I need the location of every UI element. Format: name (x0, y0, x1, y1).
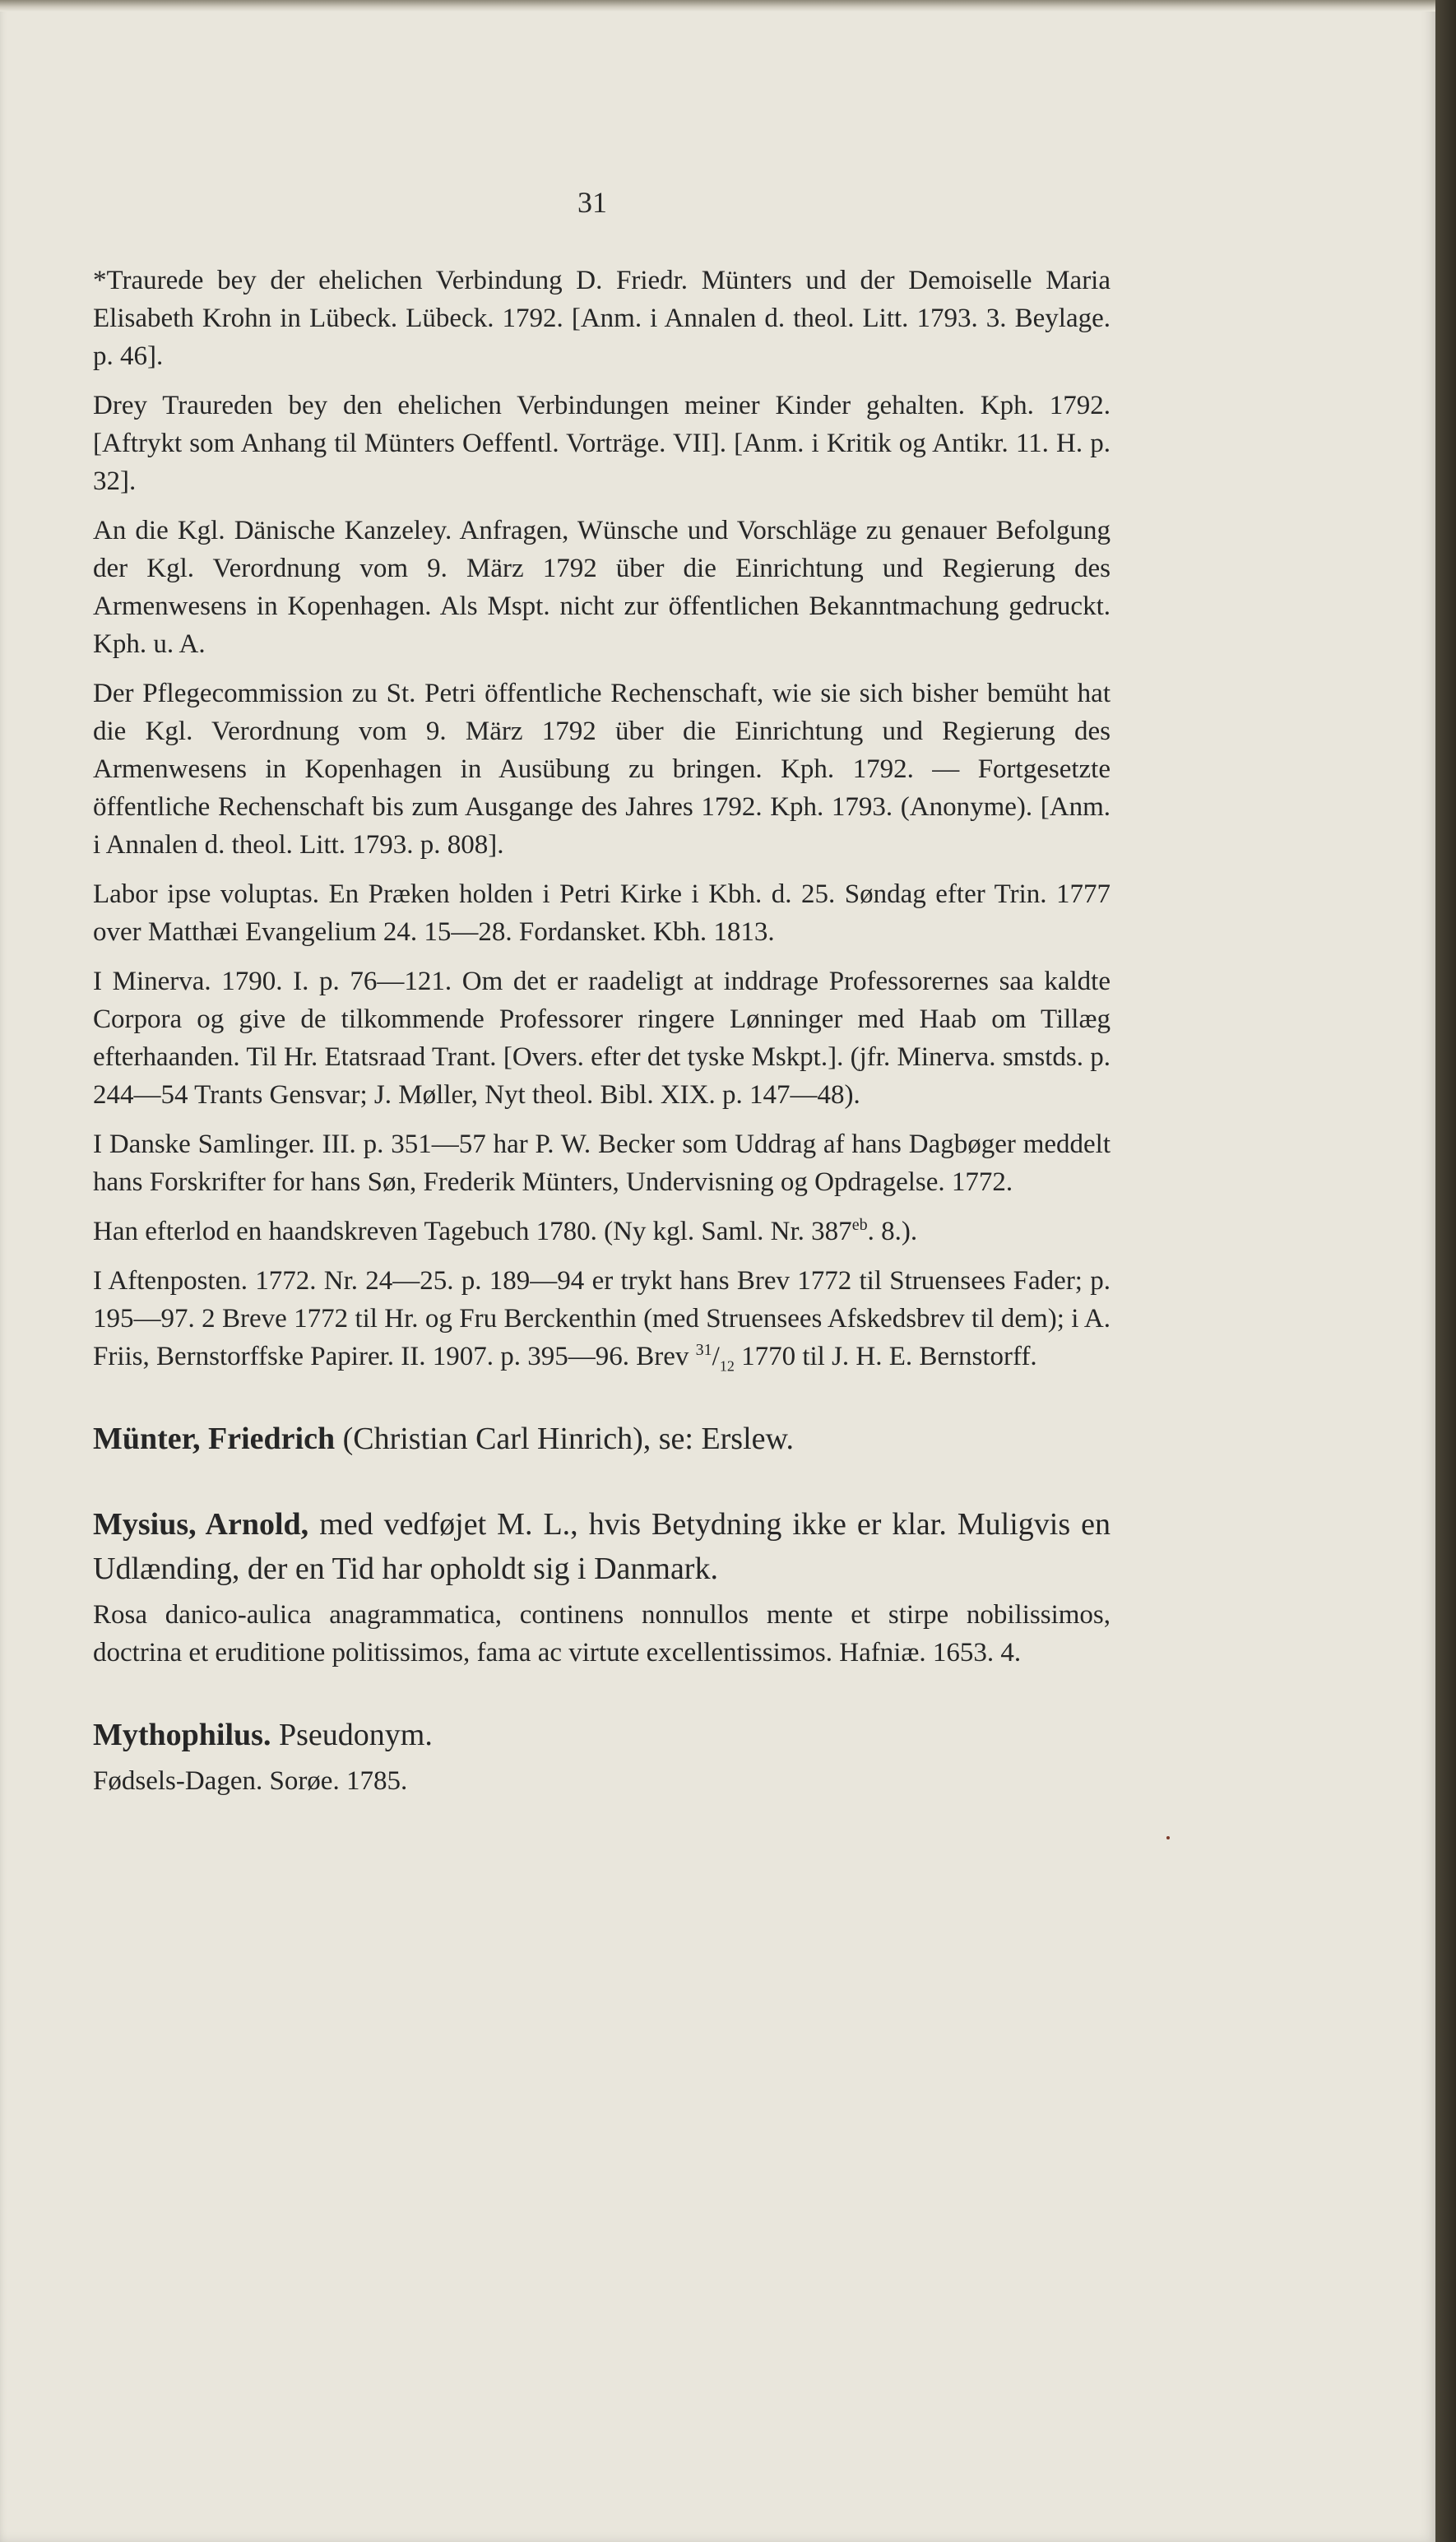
paragraph-rosa-danico: Rosa danico-aulica anagrammatica, continens nonnullos mente et stirpe nobilissimos, doctrina et eruditione politissimos, fama ac virtute excellentissimos. Hafniæ. 1653. 4. (93, 1600, 1111, 1668)
tagebuch-text: Han efterlod en haandskreven Tagebuch 1780. (Ny kgl. Saml. Nr. 387 (93, 1217, 852, 1246)
paragraph-tagebuch (93, 1213, 1111, 1250)
page-number: 31 (577, 186, 607, 219)
munter-works-list (93, 262, 1111, 1375)
paragraph-pflegecommission: Der Pflegecommission zu St. Petri öffentliche Rechenschaft, wie sie sich bisher bemüht hat die Kgl. Verordnung vom 9. März 1792 über die Einrichtung und Regierung des Armenwesens in Kopenhagen in Ausübung zu bringen. Kph. 1792. — Fortgesetzte öffentliche Rechenschaft bis zum Ausgange des Jahres 1792. Kph. 1793. (Anonyme). [Anm. i Annalen d. theol. Litt. 1793. p. 808]. (93, 679, 1111, 860)
book-edge-shadow (1435, 0, 1456, 2542)
entry-heading-munter-friedrich (93, 1417, 1111, 1461)
paragraph-minerva: I Minerva. 1790. I. p. 76—121. Om det er raadeligt at inddrage Professorernes saa kaldte Corpora og give de tilkommende Professorer ringere Lønninger med Haab om Tillæg efterhaanden. Til Hr. Etatsraad Trant. [Overs. efter det tyske Mskpt.]. (jfr. Minerva. smstds. p. 244—54 Trants Gensvar; J. Møller, Nyt theol. Bibl. XIX. p. 147—48). (93, 967, 1111, 1110)
aftenposten-after: 1770 til J. H. E. Bernstorff. (734, 1342, 1037, 1371)
mysius-works (93, 1596, 1111, 1672)
fraction-denominator: 12 (719, 1357, 735, 1375)
paragraph-kanzeley: An die Kgl. Dänische Kanzeley. Anfragen, Wünsche und Vorschläge zu genauer Befolgung der Kgl. Verordnung vom 9. März 1792 über die Einrichtung und Regierung des Armenwesens in Kopenhagen. Als Mspt. nicht zur öffentlichen Bekanntmachung gedruckt. Kph. u. A. (93, 516, 1111, 659)
entry-heading-mysius (93, 1502, 1111, 1591)
page-top-edge (0, 0, 1435, 12)
fraction-numerator: 31 (695, 1341, 712, 1359)
entry-name-rest: Pseudonym. (271, 1718, 433, 1752)
paragraph-danske-samlinger: I Danske Samlinger. III. p. 351—57 har P. W. Becker som Uddrag af hans Dagbøger meddelt hans Forskrifter for hans Søn, Frederik Münters, Undervisning og Opdragelse. 1772. (93, 1130, 1111, 1197)
paragraph-aftenposten: I Aftenposten. 1772. Nr. 24—25. p. 189—94 er trykt hans Brev 1772 til Struensees Fader; p. 195—97. 2 Breve 1772 til Hr. og Fru Berckenthin (med Struensees Afskedsbrev til dem); i A. Friis, Bernstorffske Papirer. II. 1907. p. 395—96. Brev $^{31}/_{12}$ 1770 til J. H. E. Bernstorff. (93, 1266, 1111, 1375)
entry-name: Mythophilus. (93, 1718, 271, 1752)
paragraph-traurede: *Traurede bey der ehelichen Verbindung D. Friedr. Münters und der Demoiselle Maria Elisabeth Krohn in Lübeck. Lübeck. 1792. [Anm. i Annalen d. theol. Litt. 1793. 3. Beylage. p. 46]. (93, 266, 1111, 371)
mythophilus-works (93, 1762, 1111, 1800)
entry-name: Münter, Friedrich (93, 1422, 336, 1456)
paragraph-labor-ipse: Labor ipse voluptas. En Præken holden i Petri Kirke i Kbh. d. 25. Søndag efter Trin. 1777 over Matthæi Evangelium 24. 15—28. Fordansket. Kbh. 1813. (93, 879, 1111, 947)
aftenposten-before: I Aftenposten. 1772. Nr. 24—25. p. 189—94 er trykt hans Brev 1772 til Struensees Fader; p. 195—97. 2 Breve 1772 til Hr. og Fru Berckenthin (med Struensees Afskedsbrev til dem); i A. Friis, Bernstorffske Papirer. II. 1907. p. 395—96. Brev (93, 1266, 1111, 1371)
entry-name: Mysius, Arnold, (93, 1507, 309, 1542)
paragraph-drey-traureden: Drey Traureden bey den ehelichen Verbindungen meiner Kinder gehalten. Kph. 1792. [Aftrykt som Anhang til Münters Oeffentl. Vorträge. VII]. [Anm. i Kritik og Antikr. 11. H. p. 32]. (93, 391, 1111, 496)
page-body (93, 262, 1111, 1811)
tagebuch-superscript: eb (851, 1216, 868, 1234)
entry-name-rest: (Christian Carl Hinrich), se: Erslew. (335, 1422, 794, 1456)
tagebuch-tail: . 8.). (867, 1217, 918, 1246)
entry-name-rest: med vedføjet M. L., hvis Betydning ikke er klar. Muligvis en Udlænding, der en Tid har opholdt sig i Danmark. (93, 1507, 1111, 1586)
paper-speck (1166, 1836, 1170, 1839)
entry-heading-mythophilus (93, 1713, 1111, 1757)
paragraph-fodsels-dagen: Fødsels-Dagen. Sorøe. 1785. (93, 1766, 408, 1796)
